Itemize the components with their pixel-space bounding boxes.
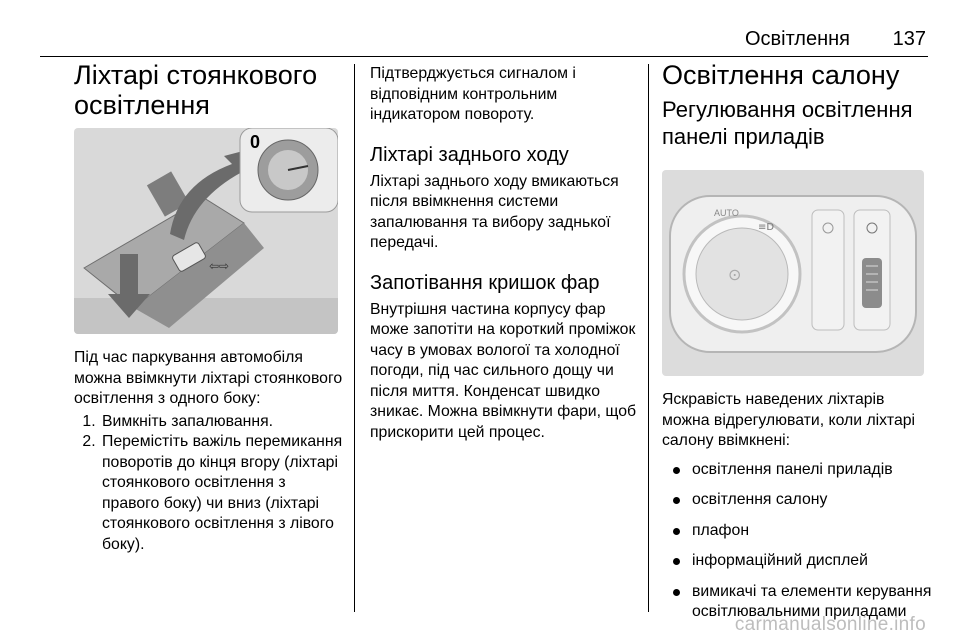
- page-number: 137: [892, 28, 926, 50]
- list-item: інформаційний дисплей: [662, 551, 932, 572]
- list-item: освітлення панелі приладів: [662, 460, 932, 481]
- parking-lights-steps: [74, 412, 346, 556]
- interior-lighting-intro: Яскравість наведених ліхтарів можна відрегулювати, коли ліхтарі салону ввімкнені:: [662, 391, 916, 449]
- panel-lighting-subtitle: Регулювання освітлення панелі приладів: [662, 97, 913, 149]
- switch-zero-label: 0: [250, 132, 261, 152]
- svg-text:⊙: ⊙: [728, 265, 742, 284]
- list-item: освітлення салону: [662, 490, 932, 511]
- dimmable-lights-list: [662, 460, 932, 623]
- reversing-lights-text: Ліхтарі заднього ходу вмикаються після ввімкнення системи запалювання та вибору заднької передачі.: [370, 172, 619, 251]
- step-item: 1. Вимкніть запалювання.: [100, 412, 346, 433]
- turn-lever-illustration: [74, 128, 338, 334]
- light-switch-figure: [662, 170, 924, 376]
- site-watermark: carmanualsonline.info: [734, 614, 926, 635]
- turn-signal-confirmation: Підтверджується сигналом і відповідним контрольним індикатором повороту.: [370, 65, 576, 123]
- page-header: [40, 28, 928, 57]
- svg-text:≡D: ≡D: [758, 222, 775, 233]
- parking-lights-intro: Під час паркування автомобіля можна ввімкнути ліхтарі стоянкового освітлення з одного боку:: [74, 349, 343, 407]
- list-item: плафон: [662, 521, 932, 542]
- parking-lights-title: Ліхтарі стоянкового освітлення: [74, 60, 318, 120]
- reversing-lights-title: Ліхтарі заднього ходу: [370, 143, 569, 166]
- list-item: вимикачі та елементи керування освітлювальними приладами: [662, 582, 932, 623]
- svg-text:⇦⇨: ⇦⇨: [209, 259, 230, 273]
- turn-lever-figure: [74, 128, 338, 334]
- header-section-title: Освітлення: [744, 28, 850, 50]
- step-item: 2. Перемістіть важіль перемикання поворотів до кінця вгору (ліхтарі стоянкового освітлення з правого боку) чи вниз (ліхтарі стоянкового освітлення з лівого боку).: [100, 432, 346, 555]
- headlight-fogging-text: Внутрішня частина корпусу фар може запотіти на короткий проміжок часу в умовах вологої та холодної погоди, під час сильного дощу чи після миття. Конденсат швидко зникає. Можна ввімкнути фари, щоб прискорити цей процес.: [370, 300, 637, 441]
- column-divider-right: [648, 64, 649, 612]
- middle-column: [370, 60, 638, 443]
- headlight-fogging-title: Запотівання кришок фар: [370, 271, 600, 294]
- left-column: [74, 60, 346, 555]
- column-divider-left: [354, 64, 355, 612]
- interior-lighting-title: Освітлення салону: [662, 60, 900, 90]
- auto-mode-label: AUTO: [714, 208, 739, 218]
- right-column: [662, 60, 932, 633]
- light-switch-illustration: [662, 170, 924, 376]
